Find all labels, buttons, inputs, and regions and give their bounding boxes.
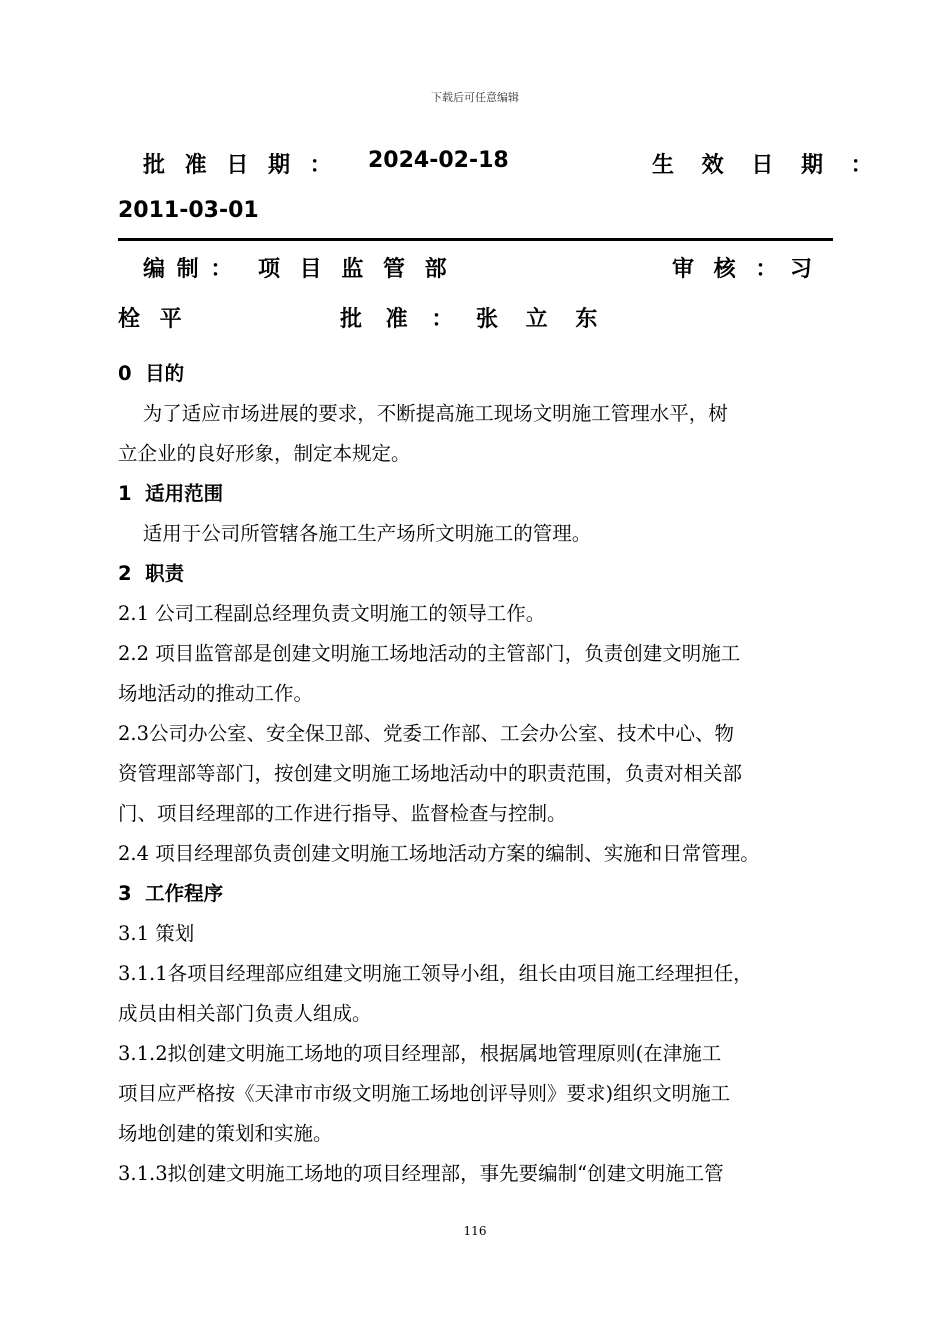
effective-date-label: 生 效 日 期 ： <box>652 153 883 178</box>
paragraph-line: 成员由相关部门负责人组成。 <box>118 1002 372 1025</box>
approve-date-value: 2024-02-18 <box>368 148 509 173</box>
header-note: 下载后可任意编辑 <box>431 91 519 104</box>
paragraph-line: 项目应严格按《天津市市级文明施工场地创评导则》要求)组织文明施工 <box>118 1082 731 1105</box>
section-heading: 1 适用范围 <box>118 482 224 505</box>
header-rule <box>118 238 833 241</box>
review-value-1: 习 <box>790 257 813 282</box>
paragraph-line: 2.1 公司工程副总经理负责文明施工的领导工作。 <box>118 602 546 625</box>
paragraph-line: 场地活动的推动工作。 <box>118 682 314 705</box>
approve-label: 批 准 ： <box>340 307 462 332</box>
section-heading: 3 工作程序 <box>118 882 224 905</box>
effective-date-value: 2011-03-01 <box>118 198 259 223</box>
paragraph-line: 适用于公司所管辖各施工生产场所文明施工的管理。 <box>118 522 592 545</box>
paragraph-line: 3.1.1各项目经理部应组建文明施工领导小组，组长由项目施工经理担任， <box>118 962 753 985</box>
paragraph-line: 3.1 策划 <box>118 922 195 945</box>
section-heading: 0 目的 <box>118 362 185 385</box>
paragraph-line: 为了适应市场进展的要求，不断提高施工现场文明施工管理水平，树 <box>118 402 728 425</box>
approve-date-label: 批 准 日 期 ： <box>143 153 338 178</box>
paragraph-line: 立企业的良好形象，制定本规定。 <box>118 442 411 465</box>
review-label: 审 核 ： <box>672 257 784 282</box>
paragraph-line: 场地创建的策划和实施。 <box>118 1122 333 1145</box>
compiled-value: 项 目 监 管 部 <box>258 257 453 282</box>
paragraph-line: 3.1.2拟创建文明施工场地的项目经理部，根据属地管理原则(在津施工 <box>118 1042 722 1065</box>
paragraph-line: 门、项目经理部的工作进行指导、监督检查与控制。 <box>118 802 567 825</box>
section-heading: 2 职责 <box>118 562 185 585</box>
compiled-label: 编 制 ： <box>143 257 235 282</box>
review-value-2: 栓 平 <box>118 307 188 332</box>
paragraph-line: 2.2 项目监管部是创建文明施工场地活动的主管部门，负责创建文明施工 <box>118 642 741 665</box>
paragraph-line: 3.1.3拟创建文明施工场地的项目经理部，事先要编制“创建文明施工管 <box>118 1162 724 1185</box>
paragraph-line: 2.3公司办公室、安全保卫部、党委工作部、工会办公室、技术中心、物 <box>118 722 735 745</box>
approve-value: 张 立 东 <box>476 307 608 332</box>
paragraph-line: 资管理部等部门，按创建文明施工场地活动中的职责范围，负责对相关部 <box>118 762 743 785</box>
paragraph-line: 2.4 项目经理部负责创建文明施工场地活动方案的编制、实施和日常管理。 <box>118 842 760 865</box>
page-number: 116 <box>463 1224 487 1238</box>
